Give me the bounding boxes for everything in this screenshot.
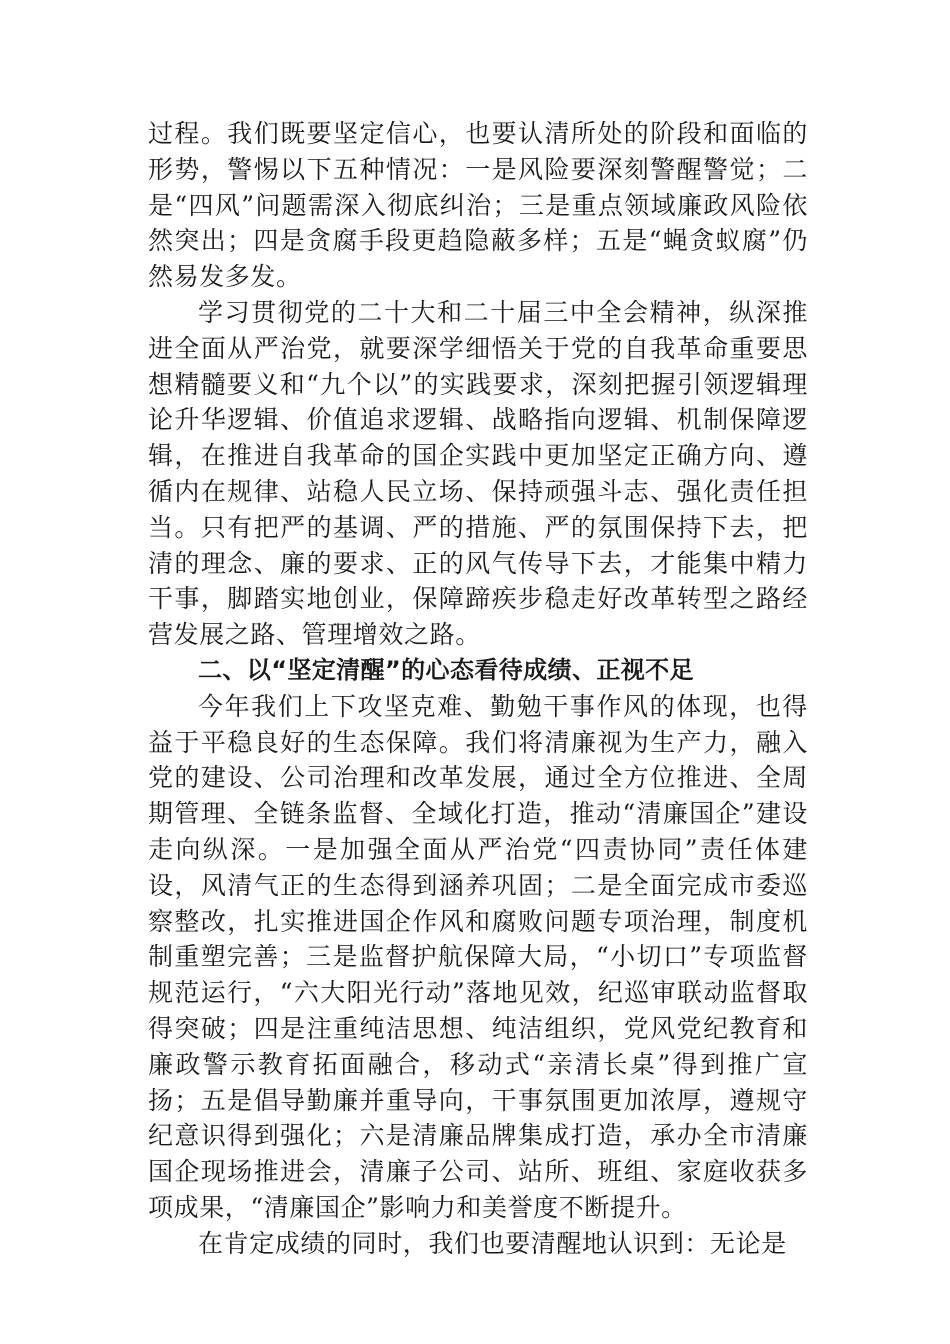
document-page <box>148 116 808 1262</box>
body-paragraph-2: 学习贯彻党的二十大和二十届三中全会精神，纵深推进全面从严治党，就要深学细悟关于党的自我革命重要思想精髓要义和“九个以”的实践要求，深刻把握引领逻辑理论升华逻辑、价值追求逻辑、战略指向逻辑、机制保障逻辑，在推进自我革命的国企实践中更加坚定正确方向、遵循内在规律、站稳人民立场、保持顽强斗志、强化责任担当。只有把严的基调、严的措施、严的氛围保持下去，把清的理念、廉的要求、正的风气传导下去，才能集中精力干事，脚踏实地创业，保障蹄疾步稳走好改革转型之路经营发展之路、管理增效之路。 <box>148 297 808 650</box>
section-heading: 二、以“坚定清醒”的心态看待成绩、正视不足 <box>198 655 694 684</box>
body-paragraph-3: 今年我们上下攻坚克难、勤勉干事作风的体现，也得益于平稳良好的生态保障。我们将清廉视为生产力，融入党的建设、公司治理和改革发展，通过全方位推进、全周期管理、全链条监督、全域化打造，推动“清廉国企”建设走向纵深。一是加强全面从严治党“四责协同”责任体建设，风清气正的生态得到涵养巩固；二是全面完成市委巡察整改，扎实推进国企作风和腐败问题专项治理，制度机制重塑完善；三是监督护航保障大局，“小切口”专项监督规范运行，“六大阳光行动”落地见效，纪巡审联动监督取得突破；四是注重纯洁思想、纯洁组织，党风党纪教育和廉政警示教育拓面融合，移动式“亲清长桌”得到推广宣扬；五是倡导勤廉并重导向，干事氛围更加浓厚，遵规守纪意识得到强化；六是清廉品牌集成打造，承办全市清廉国企现场推进会，清廉子公司、站所、班组、家庭收获多项成果，“清廉国企”影响力和美誉度不断提升。 <box>148 691 808 1222</box>
body-paragraph-1: 过程。我们既要坚定信心，也要认清所处的阶段和面临的形势，警惕以下五种情况：一是风险要深刻警醒警觉；二是“四风”问题需深入彻底纠治；三是重点领域廉政风险依然突出；四是贪腐手段更趋隐蔽多样；五是“蝇贪蚁腐”仍然易发多发。 <box>148 119 808 292</box>
body-paragraph-4: 在肯定成绩的同时，我们也要清醒地认识到：无论是 <box>198 1228 787 1258</box>
